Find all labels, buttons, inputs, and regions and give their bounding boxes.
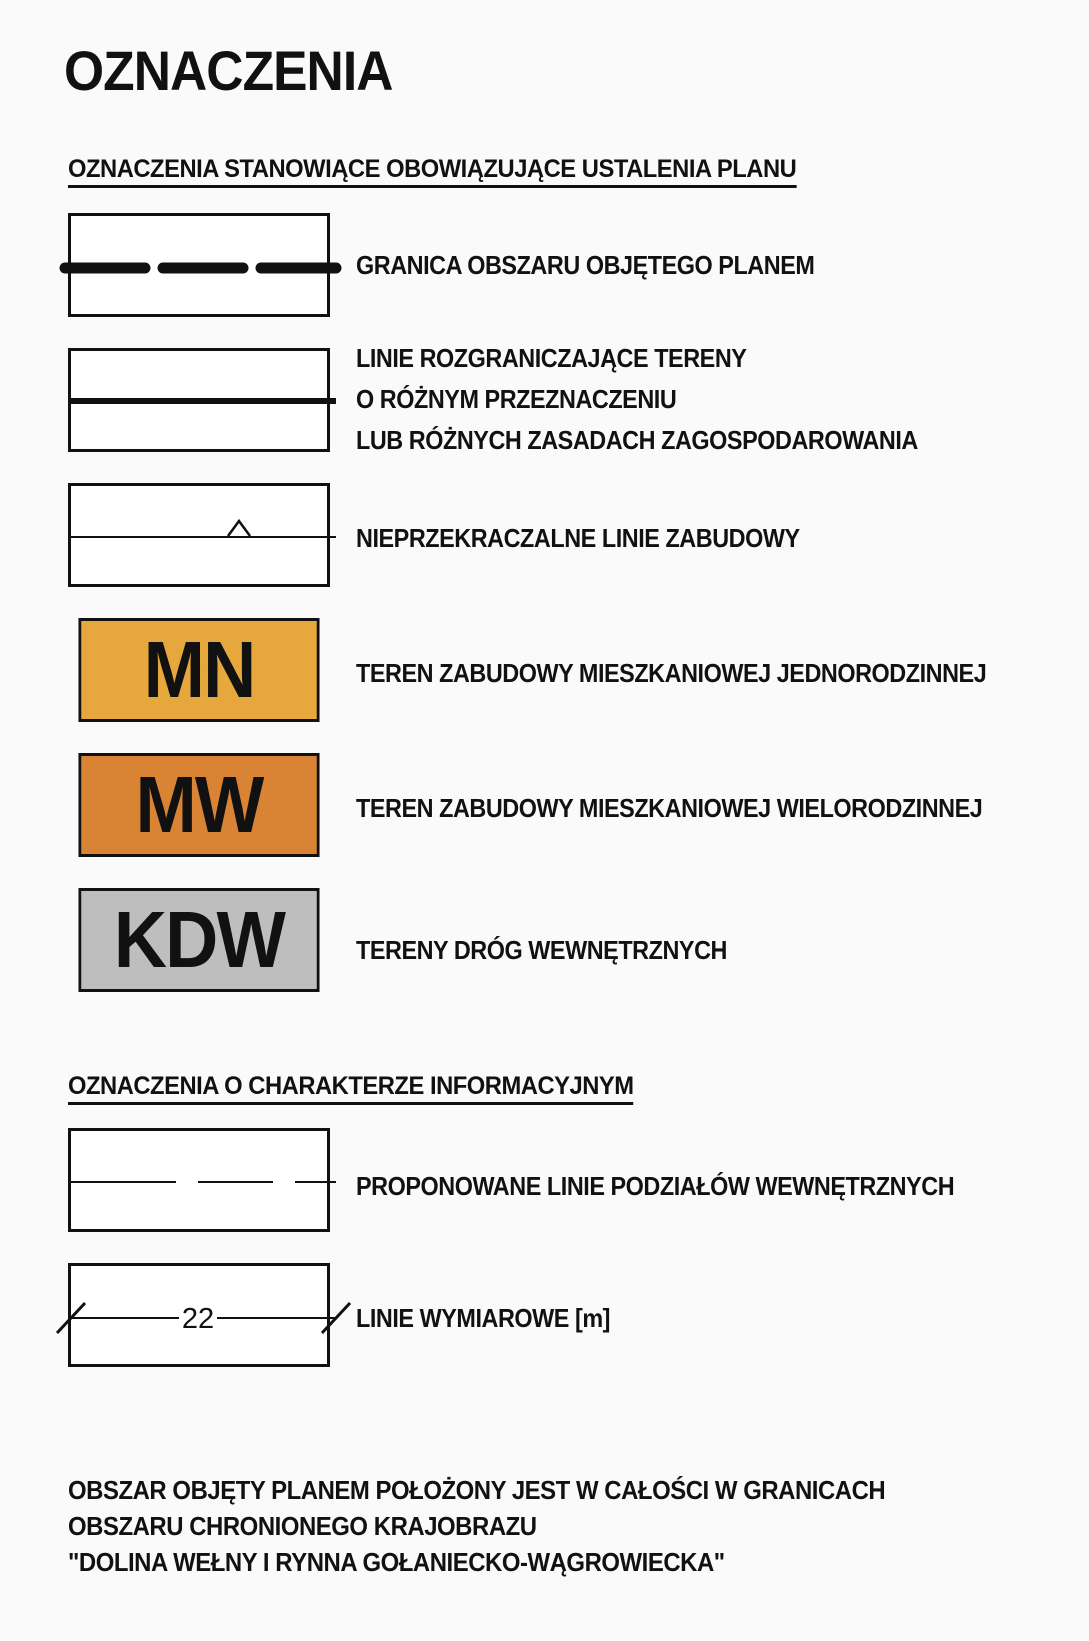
footer-line1: OBSZAR OBJĘTY PLANEM POŁOŻONY JEST W CAŁOŚCI W GRANICACH xyxy=(68,1475,886,1505)
dividing-lines-label xyxy=(356,338,918,461)
section-heading-info: OZNACZENIA O CHARAKTERZE INFORMACYJNYM xyxy=(68,1072,634,1105)
section-heading-binding: OZNACZENIA STANOWIĄCE OBOWIĄZUJĄCE USTALENIA PLANU xyxy=(68,155,796,188)
mn-label: TEREN ZABUDOWY MIESZKANIOWEJ JEDNORODZINNEJ xyxy=(356,658,987,688)
footer-note xyxy=(68,1472,885,1580)
line-with-triangle-icon xyxy=(68,483,336,593)
page-title: OZNACZENIA xyxy=(64,39,393,102)
dimension-line-icon xyxy=(51,1263,351,1373)
mw-label: TEREN ZABUDOWY MIESZKANIOWEJ WIELORODZINNEJ xyxy=(356,793,983,823)
mw-swatch: MW xyxy=(78,753,319,857)
mn-swatch: MN xyxy=(78,618,319,722)
dividing-lines-label-line2: O RÓŻNYM PRZEZNACZENIU xyxy=(356,384,677,414)
dimension-lines-symbol xyxy=(68,1263,330,1367)
kdw-swatch: KDW xyxy=(78,888,319,992)
plan-boundary-symbol xyxy=(68,213,330,317)
dividing-lines-label-line1: LINIE ROZGRANICZAJĄCE TERENY xyxy=(356,343,747,373)
division-lines-symbol xyxy=(68,1128,330,1232)
dimension-value: 22 xyxy=(181,1303,215,1335)
building-lines-label: NIEPRZEKRACZALNE LINIE ZABUDOWY xyxy=(356,523,800,553)
thin-dashed-line-icon xyxy=(68,1128,336,1238)
footer-line2: OBSZARU CHRONIONEGO KRAJOBRAZU xyxy=(68,1511,537,1541)
building-lines-symbol xyxy=(68,483,330,587)
kdw-label: TERENY DRÓG WEWNĘTRZNYCH xyxy=(356,935,727,965)
solid-line-icon xyxy=(68,348,336,458)
division-lines-label: PROPONOWANE LINIE PODZIAŁÓW WEWNĘTRZNYCH xyxy=(356,1171,955,1201)
footer-line3: "DOLINA WEŁNY I RYNNA GOŁANIECKO-WĄGROWIECKA" xyxy=(68,1547,725,1577)
dividing-lines-symbol xyxy=(68,348,330,452)
thick-dashed-line-icon xyxy=(68,213,336,323)
dividing-lines-label-line3: LUB RÓŻNYCH ZASADACH ZAGOSPODAROWANIA xyxy=(356,425,918,455)
plan-boundary-label: GRANICA OBSZARU OBJĘTEGO PLANEM xyxy=(356,250,815,280)
dimension-lines-label: LINIE WYMIAROWE [m] xyxy=(356,1303,611,1333)
